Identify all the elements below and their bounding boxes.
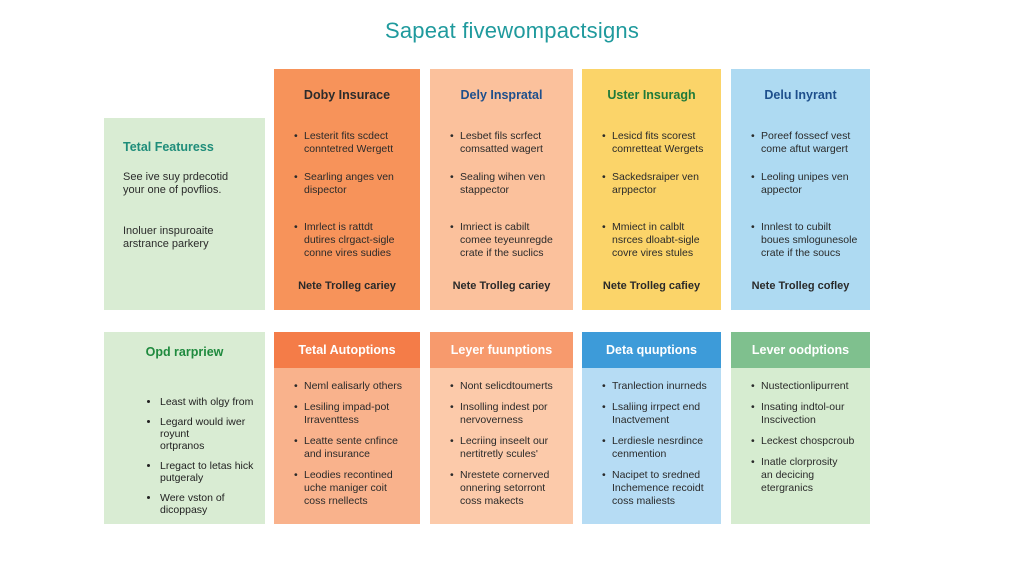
plan-card-dely-inspratal-item-3-line-1: Imriect is cabilt bbox=[460, 221, 530, 233]
option-card-leyer-fuunptions-item-3-line-2: nertitretly scules' bbox=[460, 448, 538, 460]
option-card-tetal-autoptions-item-3-line-2: and insurance bbox=[304, 448, 370, 460]
option-card-leyer-fuunptions bbox=[430, 332, 573, 524]
overview-item-1 bbox=[160, 396, 259, 408]
plan-card-uster-insuragh-heading: Uster Insuragh bbox=[607, 88, 696, 102]
plan-card-uster-insuragh-footer: Nete Trolleg cafiey bbox=[602, 280, 701, 292]
plan-card-dely-inspratal-item-3 bbox=[450, 221, 573, 260]
plan-card-dely-inspratal-heading: Dely Inspratal bbox=[460, 88, 543, 102]
plan-card-uster-insuragh-item-3-line-1: Mmiect in calblt bbox=[612, 221, 685, 233]
plan-card-doby-insurace-item-3-line-2: dutires clrgact-sigle bbox=[304, 234, 395, 246]
option-card-lever-oodptions bbox=[731, 332, 870, 524]
plan-card-doby-insurace-footer: Nete Trolleg cariey bbox=[298, 280, 396, 292]
option-card-deta-quuptions-item-4-line-1: Nacipet to sredned bbox=[612, 469, 701, 481]
option-card-lever-oodptions-item-3 bbox=[751, 435, 870, 448]
option-card-tetal-autoptions bbox=[274, 332, 420, 524]
page-title: Sapeat fivewompactsigns bbox=[384, 18, 640, 43]
plan-card-doby-insurace-item-1 bbox=[294, 130, 420, 156]
plan-card-uster-insuragh-item-2-line-2: arppector bbox=[612, 184, 657, 196]
option-card-lever-oodptions-item-4-line-2: an decicing bbox=[761, 469, 815, 481]
option-card-lever-oodptions-item-2-line-1: Insating indtol-our bbox=[761, 401, 845, 413]
plan-card-dely-inspratal-item-1-line-1: Lesbet fils scrfect bbox=[460, 130, 542, 142]
overview-item-3 bbox=[160, 460, 259, 484]
plan-card-delu-inyrant-item-3-line-3: crate if the soucs bbox=[761, 247, 841, 259]
plan-card-dely-inspratal-list bbox=[450, 130, 573, 260]
features-side-card bbox=[104, 118, 265, 310]
option-card-lever-oodptions-item-1 bbox=[751, 380, 870, 393]
option-card-tetal-autoptions-item-4-line-2: uche maniger coit bbox=[304, 482, 387, 494]
plan-card-doby-insurace-item-1-line-1: Lesterit fits scdect bbox=[304, 130, 389, 142]
option-card-deta-quuptions-item-3-line-2: cenmention bbox=[612, 448, 667, 460]
plan-card-delu-inyrant-list bbox=[751, 130, 870, 260]
plan-card-uster-insuragh bbox=[582, 69, 721, 310]
option-card-deta-quuptions-heading: Deta quuptions bbox=[582, 332, 721, 368]
plan-card-delu-inyrant-item-1-line-1: Poreef fossecf vest bbox=[761, 130, 851, 142]
option-card-deta-quuptions-item-3 bbox=[602, 435, 721, 461]
option-card-leyer-fuunptions-list bbox=[450, 380, 573, 508]
option-card-leyer-fuunptions-item-3 bbox=[450, 435, 573, 461]
option-card-lever-oodptions-item-4-line-1: Inatle clorprosity bbox=[761, 456, 838, 468]
option-card-tetal-autoptions-item-1 bbox=[294, 380, 420, 393]
option-card-lever-oodptions-heading: Lever oodptions bbox=[731, 332, 870, 368]
plan-card-delu-inyrant-item-1-line-2: come aftut wargert bbox=[761, 143, 848, 155]
plan-card-delu-inyrant-item-2-line-2: appector bbox=[761, 184, 802, 196]
plan-card-doby-insurace-item-1-line-2: conntetred Wergett bbox=[304, 143, 394, 155]
plan-card-delu-inyrant-item-3-line-1: Innlest to cubilt bbox=[761, 221, 832, 233]
option-card-leyer-fuunptions-item-4-line-2: onnering setorront bbox=[460, 482, 546, 494]
option-card-tetal-autoptions-item-2-line-1: Lesiling impad-pot bbox=[304, 401, 390, 413]
option-card-lever-oodptions-item-4 bbox=[751, 456, 870, 495]
features-text-1-line-2: your one of povflios. bbox=[123, 184, 222, 196]
option-card-deta-quuptions-item-4-line-2: Inchemence recoidt bbox=[612, 482, 704, 494]
option-card-lever-oodptions-item-4-line-3: etergranics bbox=[761, 482, 813, 494]
plan-card-uster-insuragh-item-3-line-3: covre vires stules bbox=[612, 247, 694, 259]
option-card-deta-quuptions-item-1 bbox=[602, 380, 721, 393]
option-card-leyer-fuunptions-item-4-line-3: coss makects bbox=[460, 495, 524, 507]
overview-item-1-line-1: Least with olgy from bbox=[160, 396, 254, 408]
overview-side-card bbox=[104, 332, 265, 524]
plan-card-dely-inspratal-item-3-line-2: comee teyeunregde bbox=[460, 234, 553, 246]
option-card-tetal-autoptions-item-3-line-1: Leatte sente cnfince bbox=[304, 435, 398, 447]
plan-card-doby-insurace-item-2-line-2: dispector bbox=[304, 184, 347, 196]
option-card-leyer-fuunptions-item-1 bbox=[450, 380, 573, 393]
plan-card-uster-insuragh-item-2 bbox=[602, 171, 721, 197]
option-card-deta-quuptions-item-2 bbox=[602, 401, 721, 427]
plan-card-doby-insurace-list bbox=[294, 130, 420, 260]
option-card-lever-oodptions-item-3-line-1: Leckest chospcroub bbox=[761, 435, 855, 447]
option-card-deta-quuptions-item-4 bbox=[602, 469, 721, 508]
option-card-lever-oodptions-list bbox=[751, 380, 870, 495]
plan-card-delu-inyrant-item-2 bbox=[751, 171, 870, 197]
plan-card-dely-inspratal bbox=[430, 69, 573, 310]
option-card-tetal-autoptions-item-4 bbox=[294, 469, 420, 508]
plan-card-dely-inspratal-footer: Nete Trolleg cariey bbox=[452, 280, 551, 292]
plan-card-delu-inyrant-heading: Delu Inyrant bbox=[764, 88, 837, 102]
overview-list bbox=[120, 396, 259, 524]
overview-item-3-line-1: Lregact to letas hick bbox=[160, 460, 254, 472]
overview-heading: Opd rarpriew bbox=[145, 345, 224, 359]
plan-card-dely-inspratal-item-3-line-3: crate if the suclics bbox=[460, 247, 544, 259]
option-card-tetal-autoptions-item-4-line-1: Leodies recontined bbox=[304, 469, 393, 481]
option-card-tetal-autoptions-item-2 bbox=[294, 401, 420, 427]
features-text-2-line-1: Inoluer inspuroaite bbox=[123, 225, 214, 237]
plan-card-delu-inyrant-item-1 bbox=[751, 130, 870, 156]
plan-card-dely-inspratal-item-2-line-1: Sealing wihen ven bbox=[460, 171, 546, 183]
plan-card-doby-insurace-item-2 bbox=[294, 171, 420, 197]
plan-card-uster-insuragh-item-1-line-2: comretteat Wergets bbox=[612, 143, 704, 155]
plan-card-delu-inyrant-item-2-line-1: Leoling unipes ven bbox=[761, 171, 849, 183]
option-card-leyer-fuunptions-heading: Leyer fuunptions bbox=[430, 332, 573, 368]
plan-card-uster-insuragh-item-3-line-2: nsrces dloabt-sigle bbox=[612, 234, 700, 246]
plan-card-uster-insuragh-item-1-line-1: Lesicd fits scorest bbox=[612, 130, 696, 142]
features-text-2 bbox=[123, 225, 214, 251]
option-card-deta-quuptions-item-4-line-3: coss maliests bbox=[612, 495, 676, 507]
plan-card-dely-inspratal-item-2 bbox=[450, 171, 573, 197]
option-card-tetal-autoptions-heading: Tetal Autoptions bbox=[274, 332, 420, 368]
option-card-deta-quuptions-item-2-line-2: Inactvement bbox=[612, 414, 670, 426]
option-card-tetal-autoptions-item-4-line-3: coss rnellects bbox=[304, 495, 368, 507]
plan-card-doby-insurace-item-3-line-1: Imrlect is rattdt bbox=[304, 221, 373, 233]
features-text-2-line-2: arstrance parkery bbox=[123, 238, 209, 250]
overview-item-4 bbox=[160, 492, 259, 516]
plan-card-doby-insurace-item-3 bbox=[294, 221, 420, 260]
plan-card-uster-insuragh-item-3 bbox=[602, 221, 721, 260]
option-card-leyer-fuunptions-item-3-line-1: Lecriing inseelt our bbox=[460, 435, 549, 447]
option-card-tetal-autoptions-item-1-line-1: Neml ealisarly others bbox=[304, 380, 403, 392]
overview-item-3-line-2: putgeraly bbox=[160, 472, 204, 484]
option-card-deta-quuptions bbox=[582, 332, 721, 524]
option-card-leyer-fuunptions-item-2 bbox=[450, 401, 573, 427]
plan-card-uster-insuragh-item-2-line-1: Sackedsraiper ven bbox=[612, 171, 699, 183]
option-card-deta-quuptions-item-1-line-1: Tranlection inurneds bbox=[612, 380, 707, 392]
option-card-tetal-autoptions-list bbox=[294, 380, 420, 508]
option-card-lever-oodptions-item-1-line-1: Nustectionlipurrent bbox=[761, 380, 849, 392]
features-heading: Tetal Featuress bbox=[123, 140, 214, 154]
option-card-leyer-fuunptions-item-4-line-1: Nrestete cornerved bbox=[460, 469, 550, 481]
overview-item-4-line-1: Were vston of dicoppasy bbox=[160, 492, 225, 516]
plan-card-doby-insurace bbox=[274, 69, 420, 310]
overview-item-2-line-2: ortpranos bbox=[160, 440, 205, 452]
option-card-leyer-fuunptions-item-2-line-1: Insolling indest por bbox=[460, 401, 548, 413]
plan-card-dely-inspratal-item-1 bbox=[450, 130, 573, 156]
plan-card-delu-inyrant-footer: Nete Trolleg cofley bbox=[751, 280, 850, 292]
features-text-1-line-1: See ive suy prdecotid bbox=[123, 171, 229, 183]
plan-card-doby-insurace-item-3-line-3: conne vires sudies bbox=[304, 247, 391, 259]
plan-card-doby-insurace-heading: Doby Insurace bbox=[303, 88, 391, 102]
option-card-lever-oodptions-item-2-line-2: Inscivection bbox=[761, 414, 816, 426]
overview-item-2-line-1: Legard would iwer royunt bbox=[160, 416, 246, 440]
plan-card-uster-insuragh-item-1 bbox=[602, 130, 721, 156]
option-card-lever-oodptions-item-2 bbox=[751, 401, 870, 427]
plan-card-dely-inspratal-item-1-line-2: comsatted wagert bbox=[460, 143, 543, 155]
plan-card-delu-inyrant bbox=[731, 69, 870, 310]
plan-card-dely-inspratal-item-2-line-2: stappector bbox=[460, 184, 510, 196]
plan-card-delu-inyrant-item-3-line-2: boues smlogunesole bbox=[761, 234, 858, 246]
option-card-deta-quuptions-item-2-line-1: Lsaliing irrpect end bbox=[612, 401, 701, 413]
option-card-deta-quuptions-item-3-line-1: Lerdiesle nesrdince bbox=[612, 435, 704, 447]
plan-card-uster-insuragh-list bbox=[602, 130, 721, 260]
features-text-1 bbox=[123, 171, 228, 197]
plan-card-doby-insurace-item-2-line-1: Searling anges ven bbox=[304, 171, 394, 183]
option-card-leyer-fuunptions-item-4 bbox=[450, 469, 573, 508]
plan-card-delu-inyrant-item-3 bbox=[751, 221, 870, 260]
overview-item-2 bbox=[160, 416, 259, 452]
option-card-leyer-fuunptions-item-2-line-2: nervoverness bbox=[460, 414, 524, 426]
option-card-leyer-fuunptions-item-1-line-1: Nont selicdtoumerts bbox=[460, 380, 553, 392]
option-card-tetal-autoptions-item-2-line-2: Irraventtess bbox=[304, 414, 359, 426]
option-card-tetal-autoptions-item-3 bbox=[294, 435, 420, 461]
option-card-deta-quuptions-list bbox=[602, 380, 721, 508]
